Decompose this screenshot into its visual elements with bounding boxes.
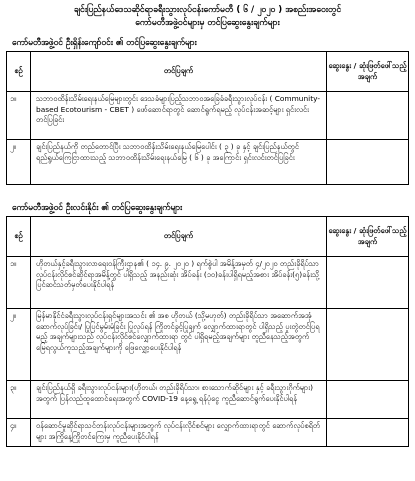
row-point: သဘာဝထိန်းသိမ်းရေးနယ်မြေများတွင်း ဒေသခံ​များ​ပြည့်သဘာဝအခြေခံခရီးသွားလုပ်ငန်း ( Community-based Ecotourism - CBET ) ဖော်ဆောင်ရာတွင် ဆောင်ရွက်ရမည့် လုပ်ငန်းအဆင့်များ ရှင်းလင်းတင်ပြခြင်း [31, 92, 327, 140]
table-row [7, 140, 409, 185]
row-point: ချင်းပြည်နယ်ကို တည်တောင်ပြီး သဘာဝထိန်းသိမ်းရေးနယ်မြေပေါင်း ( ၃ ) ခု နှင့် ချင်းပြည်နယ်တွင် ရည်ရွယ်ကြေငြာထားသည့် သဘာဝထိန်းသိမ်းရေးနယ်မြေ ( ၆ ) ခု အကြောင်း ရှင်းလင်းတင်ပြခြင်း [31, 140, 327, 185]
row-response [327, 309, 409, 381]
row-number: ၁။ [7, 92, 31, 140]
section2-heading: ကော်မတီအဖွဲ့ဝင် ဦးလင်းနိုင်း ၏ တင်ပြဆွေးနွေးချက်များ [12, 202, 183, 212]
column-header-no: စဉ် [7, 52, 31, 92]
document-title-line1: ချင်းပြည်နယ်ဒေသဆိုင်ရာခရီးသွားလုပ်ငန်းကော်မတီ ( ၆ / ၂၀၂၀ ) အစည်းအဝေးတွင် [73, 5, 342, 15]
column-header-no: စဉ် [7, 217, 31, 257]
document-title-line2: ကော်မတီအဖွဲ့ဝင်များမှ တင်ပြဆွေးနွေးချက်များ [135, 18, 280, 28]
row-point: ဝန်ဆောင်မှုဆိုင်ရာသင်တန်းလုပ်ငန်းများအတွက် လုပ်ငန်းလိုင်စင်များ လျှောက်ထားရာတွင် ဆောက်လုပ်စရိတ်များ အကြိုနေ့ကြိုတင်ကြေးမှ ကူညီပေးနိုင်ပါရန် [31, 419, 327, 447]
row-number: ၃။ [7, 381, 31, 419]
row-response [327, 419, 409, 447]
section1-table [6, 51, 409, 185]
section2-table [6, 216, 409, 447]
row-response [327, 381, 409, 419]
row-point: ချင်းပြည်နယ်ရှိ ခရီးသွားလုပ်ငန်းများ(ဟိုတယ်၊ တည်းခိုရိပ်သာ၊ စားသောက်ဆိုင်များ နှင့် ခရီးသွားဂိုက်များ) အတွက် ပြန်လည်ထူထောင်ရေးအတွက် COVID-19 နေ့ရွေ့ ရန်ပုံငွေ ကူညီဆောင်ရွက်ပေးနိုင်ပါရန် [31, 381, 327, 419]
table-row [7, 419, 409, 447]
table-row [7, 309, 409, 381]
row-response [327, 257, 409, 309]
row-point: ဟိုတယ်နှင့်ခရီးသွားလာရေးဝန်ကြီးဌာန၏ ( ၁၄. ၉. ၂၀၂၀ ) ရက်စွဲပါ အမိန့်အမှတ် ၄/၂၀၂၀ တည်းခိုရိပ်သာလုပ်ငန်းလိုင်စင်ဆိုင်ရာအမိန့်တွင် ပါရှိသည့် အနည်းဆုံး အိပ်ခန်း (၁၀)ခန်းပါရှိရမည့်အစား အိပ်ခန်း(၅)ခန်းသို့ ပြင်ဆင်သတ်မှတ်ပေးနိုင်ပါရန် [31, 257, 327, 309]
row-number: ၂။ [7, 140, 31, 185]
row-number: ၂။ [7, 309, 31, 381]
table-header-row [7, 217, 409, 257]
column-header-point: တင်ပြချက် [31, 52, 327, 92]
row-point: မြန်မာနိုင်ငံခရီးသွားလုပ်ငန်းရှင်များအသင်း ၏ အစ ဟိုတယ် (သို့မဟုတ်) တည်းခိုရိပ်သာ အဆောက်အအုံ ဆောက်လုပ်ခြင်း/ ပြုပြင်မွမ်းမံခြင်း ပြုလုပ်ရန် ကြိုတင်ခွင့်ပြုချက် လျှောက်ထားရာတွင် ပါရှိသည့် ပူးတွဲတင်ပြရမည့် အချက်များသည် လုပ်ငန်းလိုင်စင်လျှောက်ထားရာ တွင် ပါရှိရမည့်အချက်များ တူညီနေသည့်အတွက် မြေရလွယ်ကူသည့်အချက်များကို ဖြေလျှော့ပေးနိုင်ပါရန် [31, 309, 327, 381]
column-header-point: တင်ပြချက် [31, 217, 327, 257]
column-header-response: ဆွေးနွေး / ဆုံးဖြတ်ဖေါ်သည့် အချက် [327, 52, 409, 92]
table-row [7, 92, 409, 140]
row-number: ၄။ [7, 419, 31, 447]
row-number: ၁။ [7, 257, 31, 309]
row-response [327, 140, 409, 185]
document [6, 4, 409, 447]
column-header-response: ဆွေးနွေး / ဆုံးဖြတ်ဖေါ်သည့် အချက် [327, 217, 409, 257]
table-header-row [7, 52, 409, 92]
row-response [327, 92, 409, 140]
table-row [7, 381, 409, 419]
table-row [7, 257, 409, 309]
section1-heading: ကော်မတီအဖွဲ့ဝင် ဦးရှိန်းကျော်ဝင်း ၏ တင်ပြဆွေးနွေးချက်များ [12, 37, 197, 47]
